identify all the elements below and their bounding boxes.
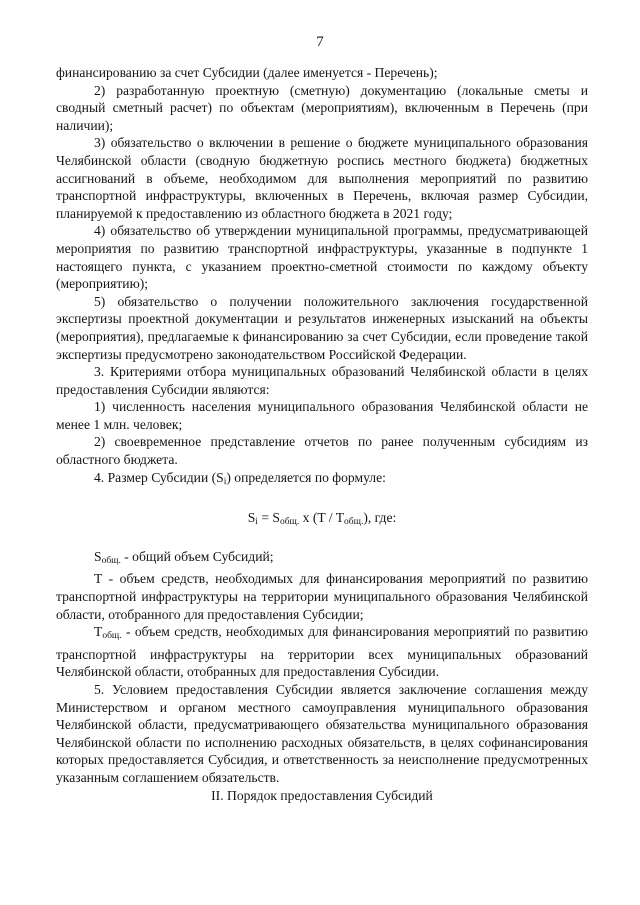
definition-text: - общий объем Субсидий;: [120, 548, 274, 564]
paragraph-criterion-1: 1) численность населения муниципального образования Челябинской области не менее 1 млн. человек;: [56, 399, 588, 432]
paragraph-item-5: 5) обязательство о получении положительного заключения государственной экспертизы проектной документации и результатов инженерных изысканий на объекты (мероприятия), предлагаемые к финансированию за счет Субсидии, если проведение такой экспертизы предусмотрено законодательством Российской Федерации.: [56, 293, 588, 362]
paragraph-subsidy-size: [56, 469, 588, 492]
definition-subscript: общ.: [101, 555, 121, 566]
page-number: 7: [316, 34, 324, 50]
formula-part: = S: [257, 510, 280, 526]
formula-subscript: общ.: [344, 517, 364, 528]
definition-symbol: S: [94, 548, 102, 564]
paragraph-condition: 5. Условием предоставления Субсидии является заключение соглашения между Министерством и органом местного самоуправления муниципального образования Челябинской области, предусматривающего обязательства муниципального образования Челябинской области по исполнению расходных обязательств, в целях софинансирования которых предоставляется Субсидия, и ответственность за неисполнение предусмотренных указанным соглашением обязательств.: [56, 682, 588, 785]
paragraph-item-3: 3) обязательство о включении в решение о бюджете муниципального образования Челябинской области (сводную бюджетную роспись местного бюджета) бюджетных ассигнований в объеме, необходимом для выполнения мероприятий по развитию транспортной инфраструктуры, включенных в Перечень, включая размер Субсидии, планируемой к предоставлению из областного бюджета в 2021 году;: [56, 135, 588, 221]
definition-s-total: [56, 548, 588, 571]
formula-part: ), где:: [363, 510, 397, 526]
paragraph-continuation: финансированию за счет Субсидии (далее именуется - Перечень);: [56, 65, 438, 80]
paragraph-criterion-2: 2) своевременное представление отчетов по ранее полученным субсидиям из областного бюджета.: [56, 434, 588, 468]
formula-subscript: i: [255, 517, 258, 528]
paragraph-item-4: 4) обязательство об утверждении муниципальной программы, предусматривающей мероприятия по развитию транспортной инфраструктуры, указанные в подпункте 1 настоящего пункта, с указанием проектно-сметной стоимости по каждому объекту (мероприятию);: [56, 223, 588, 292]
paragraph-criteria: 3. Критериями отбора муниципальных образований Челябинской области в целях предоставления Субсидии являются:: [56, 364, 588, 397]
document-body: [56, 64, 588, 804]
definition-text: - объем средств, необходимых для финансирования мероприятий по развитию транспортной инфраструктуры на территории всех муниципальных образований Челябинской области, отобранных для предоставления Субсидии.: [56, 624, 588, 680]
section-heading: II. Порядок предоставления Субсидий: [211, 787, 433, 803]
formula-subscript: общ.: [279, 517, 300, 528]
paragraph-item-2: 2) разработанную проектную (сметную) документацию (локальные сметы и сводный сметный расчет) по объектам (мероприятиям), включенным в Перечень (при наличии);: [56, 82, 588, 133]
definition-symbol: T: [94, 624, 103, 640]
formula: [56, 509, 588, 532]
subscript: i: [223, 476, 227, 487]
subsidy-size-text: 4. Размер Субсидии (S: [94, 469, 224, 485]
subsidy-size-text-end: ) определяется по формуле:: [226, 469, 386, 485]
definition-t: T - объем средств, необходимых для финансирования мероприятий по развитию транспортной инфраструктуры на территории муниципального образования Челябинской области, отобранного для предоставления Субсидии;: [56, 571, 588, 622]
definition-subscript: общ.: [102, 631, 122, 642]
formula-part: x (T / T: [299, 510, 345, 526]
formula-part: S: [247, 510, 256, 526]
definition-t-total: [56, 623, 588, 681]
